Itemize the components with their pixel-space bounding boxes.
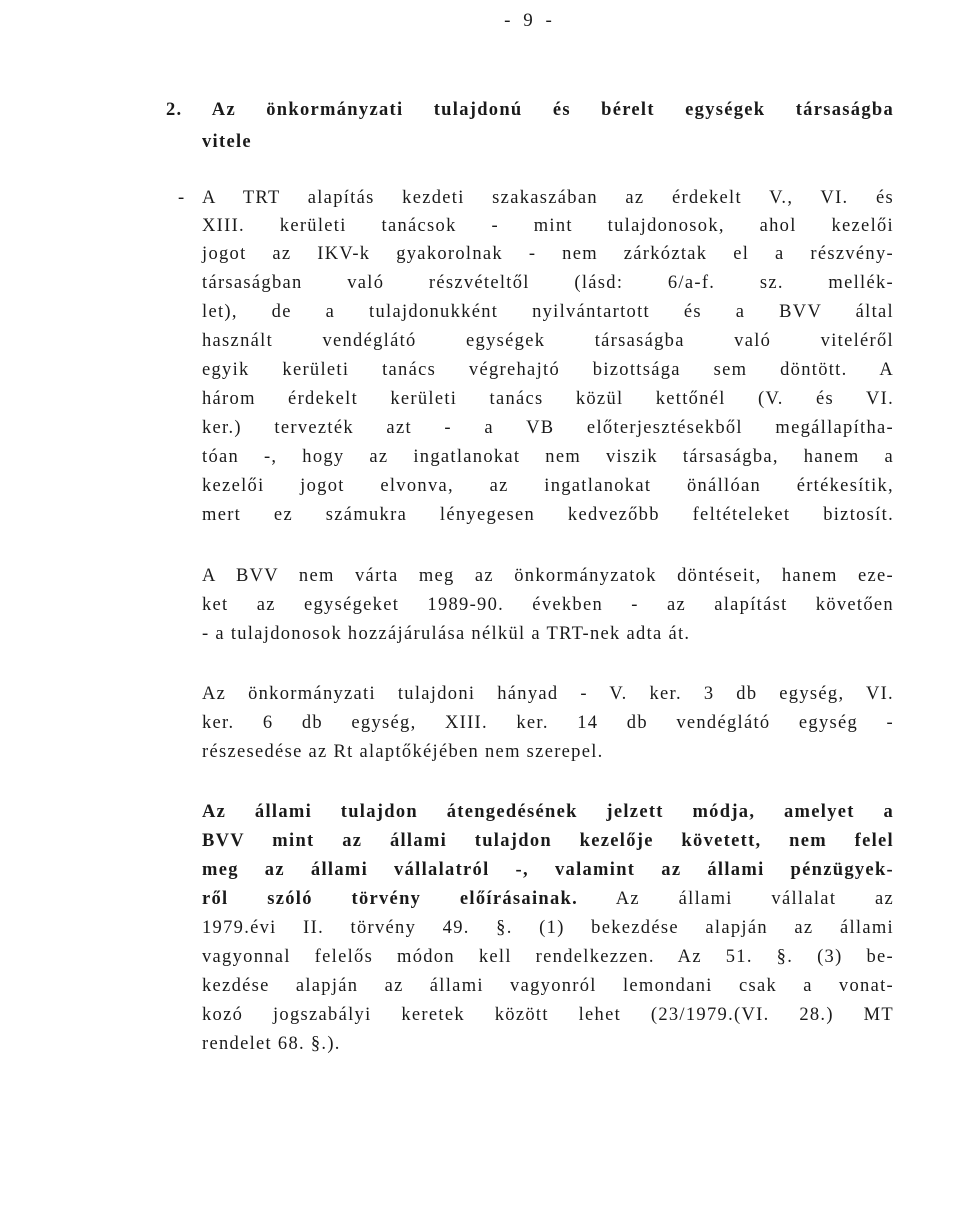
page-number: - 9 - <box>504 10 556 31</box>
p1-line: ker.) tervezték azt - a VB előterjesztésekből megállapítha- <box>202 418 894 438</box>
p3-line: ker. 6 db egység, XIII. ker. 14 db vendéglátó egység - <box>202 713 894 733</box>
p1-line: egyik kerületi tanács végrehajtó bizottsága sem döntött. A <box>202 360 894 380</box>
section-heading <box>166 100 894 121</box>
p4-mixed-normal: Az állami vállalat az <box>578 889 894 909</box>
p3-line: részesedése az Rt alaptőkéjében nem szerepel. <box>202 742 604 762</box>
p1-line: mert ez számukra lényegesen kedvezőbb feltételeket biztosít. <box>202 505 894 525</box>
p2-line: A BVV nem várta meg az önkormányzatok döntéseit, hanem eze- <box>202 566 894 586</box>
p1-line: három érdekelt kerületi tanács közül kettőnél (V. és VI. <box>202 389 894 409</box>
p1-line: tóan -, hogy az ingatlanokat nem viszik társaságba, hanem a <box>202 447 894 467</box>
section-number: 2. <box>166 100 183 120</box>
heading-line-2: vitele <box>202 132 252 152</box>
p2-line: ket az egységeket 1989-90. években - az alapítást követően <box>202 595 894 615</box>
p1-line: A TRT alapítás kezdeti szakaszában az érdekelt V., VI. és <box>202 188 894 208</box>
p4-bold-line: BVV mint az állami tulajdon kezelője követett, nem felel <box>202 831 894 851</box>
p1-line: let), de a tulajdonukként nyilvántartott és a BVV által <box>202 302 894 322</box>
paragraph-bullet: - <box>178 188 185 208</box>
p4-line: vagyonnal felelős módon kell rendelkezzen. Az 51. §. (3) be- <box>202 947 894 967</box>
p1-line: használt vendéglátó egységek társaságba való viteléről <box>202 331 894 351</box>
p1-line: XIII. kerületi tanácsok - mint tulajdonosok, ahol kezelői <box>202 216 894 236</box>
p4-mixed-line <box>202 889 894 910</box>
p1-line: jogot az IKV-k gyakorolnak - nem zárkóztak el a részvény- <box>202 244 894 264</box>
heading-line-1: Az önkormányzati tulajdonú és bérelt egységek társaságba <box>211 100 895 120</box>
p4-line: kozó jogszabályi keretek között lehet (23/1979.(VI. 28.) MT <box>202 1005 894 1025</box>
p4-line: 1979.évi II. törvény 49. §. (1) bekezdése alapján az állami <box>202 918 894 938</box>
p4-line: rendelet 68. §.). <box>202 1034 341 1054</box>
p4-mixed-bold: ről szóló törvény előírásainak. <box>202 889 579 909</box>
p3-line: Az önkormányzati tulajdoni hányad - V. ker. 3 db egység, VI. <box>202 684 894 704</box>
p1-line: kezelői jogot elvonva, az ingatlanokat önállóan értékesítik, <box>202 476 894 496</box>
p4-bold-line: meg az állami vállalatról -, valamint az állami pénzügyek- <box>202 860 894 880</box>
p1-line: társaságban való részvételtől (lásd: 6/a-f. sz. mellék- <box>202 273 894 293</box>
p2-line: - a tulajdonosok hozzájárulása nélkül a TRT-nek adta át. <box>202 624 691 644</box>
p4-line: kezdése alapján az állami vagyonról lemondani csak a vonat- <box>202 976 894 996</box>
p4-bold-line: Az állami tulajdon átengedésének jelzett módja, amelyet a <box>202 802 894 822</box>
